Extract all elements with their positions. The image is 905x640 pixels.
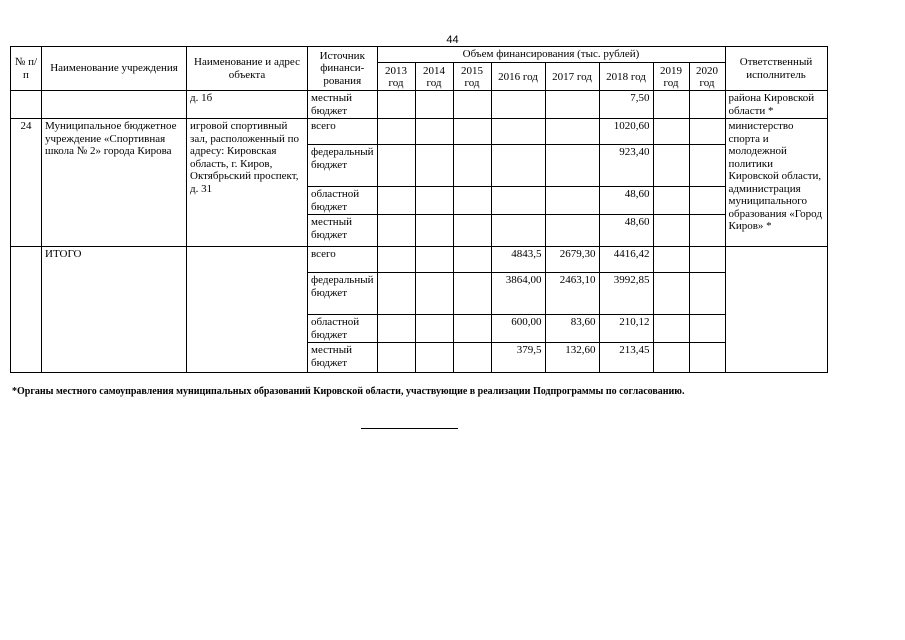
value-2018: 48,60	[599, 187, 653, 215]
header-year-2014: 2014 год	[415, 63, 453, 91]
value-2018: 48,60	[599, 215, 653, 247]
header-year-2013: 2013 год	[377, 63, 415, 91]
source-cell: областной бюджет	[308, 187, 378, 215]
header-number: № п/п	[11, 47, 42, 91]
total-label: ИТОГО	[42, 247, 187, 373]
source-cell: местный бюджет	[308, 343, 378, 373]
header-year-2015: 2015 год	[453, 63, 491, 91]
executor-cell: района Кировской области *	[725, 91, 827, 119]
header-object: Наименование и адрес объекта	[187, 47, 308, 91]
header-year-2020: 2020 год	[689, 63, 725, 91]
object-cell: д. 1б	[187, 91, 308, 119]
source-cell: всего	[308, 119, 378, 145]
page-number: 44	[446, 34, 459, 46]
header-institution: Наименование учреждения	[42, 47, 187, 91]
closing-rule	[361, 428, 458, 429]
value-2016: 600,00	[491, 315, 545, 343]
value-2017: 132,60	[545, 343, 599, 373]
source-cell: федеральный бюджет	[308, 145, 378, 187]
value-2018: 210,12	[599, 315, 653, 343]
value-2018: 923,40	[599, 145, 653, 187]
table-row	[11, 247, 828, 273]
footnote: *Органы местного самоуправления муниципальных образований Кировской области, участвующие в реализации Подпрограммы по согласованию.	[12, 386, 685, 397]
header-source: Источник финанси-рования	[308, 47, 378, 91]
header-year-2019: 2019 год	[653, 63, 689, 91]
source-cell: федеральный бюджет	[308, 273, 378, 315]
value-2016: 379,5	[491, 343, 545, 373]
table-row	[11, 119, 828, 145]
source-cell: всего	[308, 247, 378, 273]
value-2016: 3864,00	[491, 273, 545, 315]
value-2018: 7,50	[599, 91, 653, 119]
institution-cell: Муниципальное бюджетное учреждение «Спортивная школа № 2» города Кирова	[42, 119, 187, 247]
object-cell: игровой спортивный зал, расположенный по адресу: Кировская область, г. Киров, Октябрьский проспект, д. 31	[187, 119, 308, 247]
executor-cell: министерство спорта и молодежной политики Кировской области, администрация муниципального образования «Город Киров» *	[725, 119, 827, 247]
header-year-2016: 2016 год	[491, 63, 545, 91]
value-2018: 3992,85	[599, 273, 653, 315]
header-volume: Объем финансирования (тыс. рублей)	[377, 47, 725, 63]
source-cell: местный бюджет	[308, 91, 378, 119]
row-number: 24	[11, 119, 42, 247]
value-2018: 4416,42	[599, 247, 653, 273]
financing-table	[10, 46, 828, 373]
value-2017: 2463,10	[545, 273, 599, 315]
value-2017: 2679,30	[545, 247, 599, 273]
header-year-2017: 2017 год	[545, 63, 599, 91]
value-2017: 83,60	[545, 315, 599, 343]
value-2018: 213,45	[599, 343, 653, 373]
source-cell: местный бюджет	[308, 215, 378, 247]
header-year-2018: 2018 год	[599, 63, 653, 91]
value-2016: 4843,5	[491, 247, 545, 273]
table-row	[11, 91, 828, 119]
value-2018: 1020,60	[599, 119, 653, 145]
source-cell: областной бюджет	[308, 315, 378, 343]
header-executor: Ответственный исполнитель	[725, 47, 827, 91]
